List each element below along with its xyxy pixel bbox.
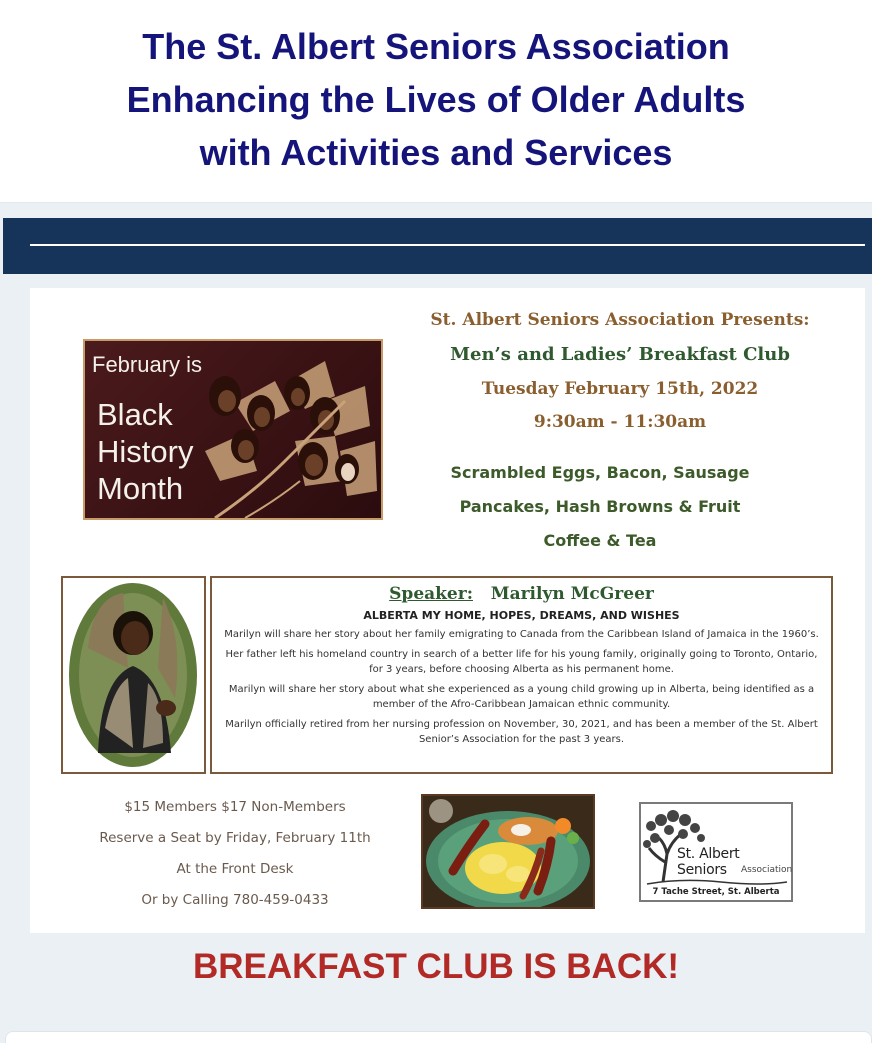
- site-title: [0, 20, 872, 179]
- speaker-paragraph: Marilyn will share her story about what she experienced as a young child growing up in Alberta, being identified as a member of the Afro-Caribbean Jamaican ethnic community.: [228, 684, 815, 710]
- bhm-small-text: February is: [92, 352, 203, 377]
- site-header: [0, 0, 872, 203]
- menu-item: Pancakes, Hash Browns & Fruit: [459, 497, 741, 516]
- front-desk-text: At the Front Desk: [176, 861, 294, 877]
- menu-item: Coffee & Tea: [543, 531, 657, 550]
- speaker-label: Speaker:: [389, 584, 473, 604]
- phone-text: Or by Calling 780-459-0433: [141, 892, 329, 908]
- speaker-paragraph: Marilyn officially retired from her nursing profession on November, 30, 2021, and has been a member of the St. Albert Senior’s Association for the past 3 years.: [225, 719, 818, 745]
- event-time: 9:30am - 11:30am: [533, 412, 707, 432]
- reserve-text: Reserve a Seat by Friday, February 11th: [99, 830, 371, 846]
- logo-address: 7 Tache Street, St. Alberta: [652, 887, 780, 897]
- speaker-name: Marilyn McGreer: [490, 584, 654, 604]
- breakfast-photo: [421, 794, 595, 909]
- logo-name: St. Albert Seniors: [677, 846, 740, 878]
- presents-line: St. Albert Seniors Association Presents:: [430, 310, 810, 330]
- event-flyer: [30, 288, 865, 933]
- speaker-photo: [63, 578, 204, 772]
- association-logo: [639, 802, 793, 902]
- bhm-line-3: Month: [97, 471, 184, 506]
- bhm-line-2: History: [97, 434, 194, 469]
- bhm-line-1: Black: [97, 397, 173, 432]
- logo-association: Association: [741, 865, 793, 875]
- pricing-text: $15 Members $17 Non-Members: [124, 799, 346, 815]
- event-date: Tuesday February 15th, 2022: [481, 379, 759, 399]
- event-name: Men’s and Ladies’ Breakfast Club: [450, 344, 790, 365]
- next-content-card: [5, 1031, 872, 1043]
- breakfast-plate-image: [423, 796, 593, 907]
- navbar-divider: [30, 244, 865, 246]
- title-line-2: Enhancing the Lives of Older Adults: [126, 79, 746, 120]
- speaker-paragraph: Marilyn will share her story about her family emigrating to Canada from the Caribbean Island of Jamaica in the 1960’s.: [224, 629, 819, 640]
- title-line-1: The St. Albert Seniors Association: [142, 26, 730, 67]
- speaker-paragraph: Her father left his homeland country in search of a better life for his young family, originally going to Toronto, Ontario, for 3 years, before choosing Alberta as his permanent home.: [225, 649, 818, 675]
- title-line-3: with Activities and Services: [199, 132, 673, 173]
- speaker-topic: ALBERTA MY HOME, HOPES, DREAMS, AND WISHES: [363, 609, 680, 622]
- navigation-bar: [3, 218, 872, 274]
- breakfast-club-banner: BREAKFAST CLUB IS BACK!: [192, 947, 680, 986]
- speaker-details: [210, 576, 833, 774]
- speaker-heading: [218, 584, 825, 604]
- speaker-photo-frame: [61, 576, 206, 774]
- menu-item: Scrambled Eggs, Bacon, Sausage: [450, 463, 750, 482]
- bhm-heading: [97, 396, 193, 507]
- black-history-month-graphic: [83, 339, 383, 520]
